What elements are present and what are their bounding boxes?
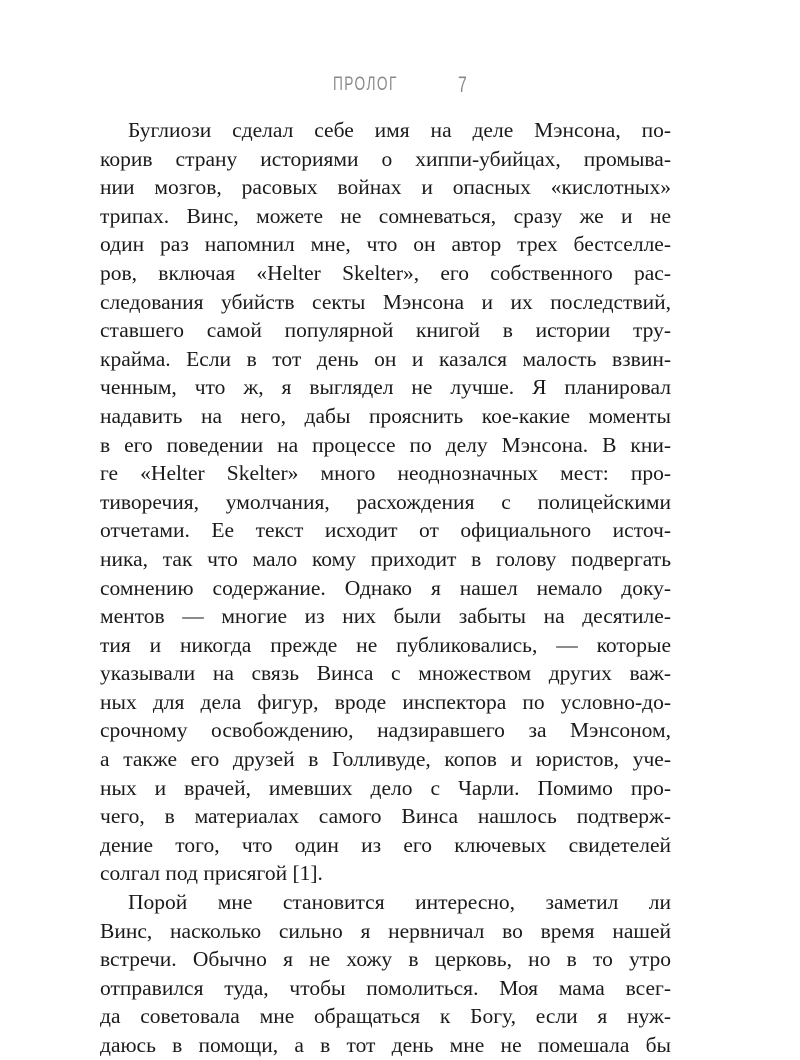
- text-line: Буглиози сделал себе имя на деле Мэнсона, по-: [128, 118, 671, 142]
- text-line: корив страну историями о хиппи-убийцах, промыва-: [100, 146, 671, 171]
- text-line: указывали на связь Винса с множеством других важ-: [100, 661, 671, 686]
- text-line: ров, включая «Helter Skelter», его собственного рас-: [100, 260, 671, 285]
- text-line: ченным, что ж, я выглядел не лучше. Я планировал: [100, 375, 671, 400]
- text-line: трипах. Винс, можете не сомневаться, сразу же и не: [100, 203, 671, 228]
- text-line: встречи. Обычно я не хожу в церковь, но в то утро: [100, 947, 671, 972]
- text-line: надавить на него, дабы прояснить кое-какие моменты: [100, 403, 671, 428]
- text-line: отчетами. Ее текст исходит от официального источ-: [100, 518, 671, 543]
- section-title: ПРОЛОГ: [333, 74, 398, 95]
- text-line: дение того, что один из его ключевых свидетелей: [100, 832, 671, 857]
- body-text: [100, 116, 671, 1060]
- text-line: ге «Helter Skelter» много неоднозначных мест: про-: [100, 461, 671, 486]
- text-line: ных для дела фигур, вроде инспектора по условно-до-: [100, 689, 671, 714]
- text-line: да советовала мне обращаться к Богу, если я нуж-: [100, 1004, 671, 1029]
- text-line: сомнению содержание. Однако я нашел немало доку-: [100, 575, 671, 600]
- text-line: ника, так что мало кому приходит в голову подвергать: [100, 546, 671, 571]
- text-line: солгал под присягой [1].: [100, 861, 323, 886]
- text-line: ментов — многие из них были забыты на десятиле-: [100, 604, 671, 629]
- text-line: даюсь в помощи, а в тот день мне не помешала бы: [100, 1033, 671, 1057]
- text-line: чего, в материалах самого Винса нашлось подтверж-: [100, 804, 671, 829]
- paragraph: [100, 888, 671, 1060]
- text-line: срочному освобождению, надзиравшего за Мэнсоном,: [100, 718, 671, 743]
- text-line: один раз напомнил мне, что он автор трех бестселле-: [100, 232, 671, 257]
- text-line: тия и никогда прежде не публиковались, — которые: [100, 632, 671, 657]
- text-line: нии мозгов, расовых войнах и опасных «кислотных»: [100, 175, 671, 200]
- text-line: Порой мне становится интересно, заметил ли: [128, 890, 671, 915]
- text-line: следования убийств секты Мэнсона и их последствий,: [100, 289, 671, 314]
- text-line: а также его друзей в Голливуде, копов и юристов, уче-: [100, 747, 671, 772]
- text-line: в его поведении на процессе по делу Мэнсона. В кни-: [100, 432, 671, 457]
- text-line: Винс, насколько сильно я нервничал во время нашей: [100, 918, 671, 943]
- page-number: 7: [458, 72, 467, 97]
- text-line: тиворечия, умолчания, расхождения с полицейскими: [100, 489, 671, 514]
- text-line: крайма. Если в тот день он и казался малость взвин-: [100, 346, 671, 371]
- running-header: [0, 74, 800, 100]
- text-line: ных и врачей, имевших дело с Чарли. Помимо про-: [100, 775, 671, 800]
- text-line: ставшего самой популярной книгой в истории тру-: [100, 318, 671, 343]
- paragraph: [100, 116, 671, 888]
- text-line: отправился туда, чтобы помолиться. Моя мама всег-: [100, 975, 671, 1000]
